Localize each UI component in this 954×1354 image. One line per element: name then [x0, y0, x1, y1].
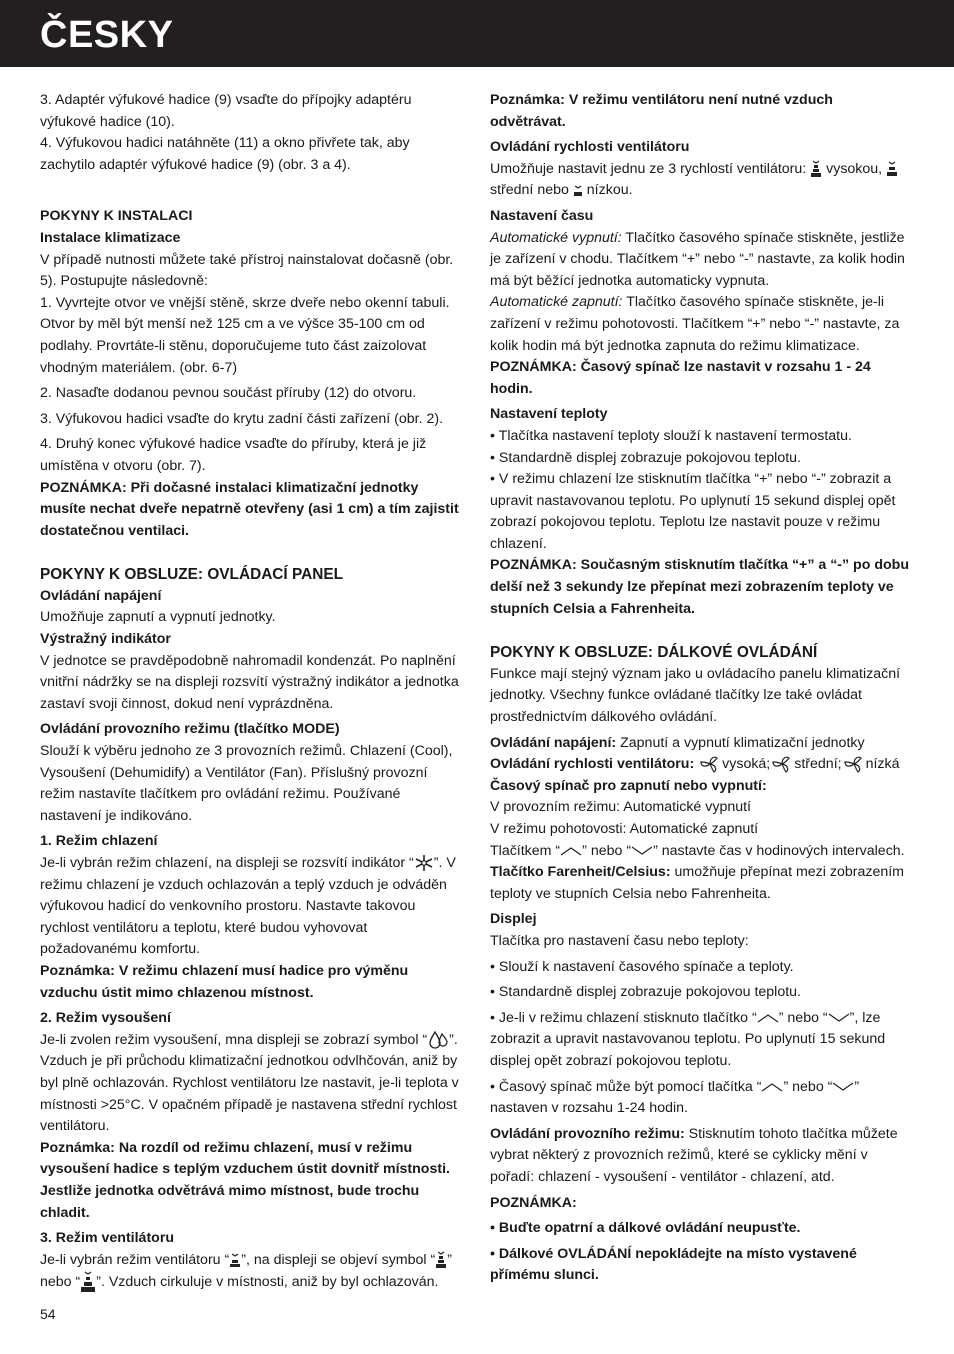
remote-mode: Ovládání provozního režimu: Stisknutím tohoto tlačítka můžete vybrat některý z provozních režimů, které se cyklicky mění v pořadí: chlazení - vysoušení - ventilátor - chlazení, atd.: [490, 1125, 898, 1185]
remote-timer-2: V režimu pohotovosti: Automatické zapnutí: [490, 821, 759, 837]
page-title: ČESKY: [40, 14, 174, 56]
fan-high-icon: [810, 160, 822, 178]
fan-speed-title: Ovládání rychlosti ventilátoru: [490, 139, 690, 156]
display-item-2: • Standardně displej zobrazuje pokojovou teplotu.: [490, 984, 801, 1001]
remote-intro: Funkce mají stejný význam jako u ovládacího panelu klimatizační jednotky. Všechny funkce ovládané tlačítky lze také ovládat prostřednictvím dálkového ovládání.: [490, 665, 901, 726]
fan-mode-note: Poznámka: V režimu ventilátoru není nutné vzduch odvětrávat.: [490, 92, 833, 130]
right-column: [490, 90, 910, 1287]
water-drop-icon: [427, 1030, 449, 1050]
remote-timer-title: Časový spínač pro zapnutí nebo vypnutí:: [490, 777, 767, 794]
chevron-down-icon: [828, 1013, 850, 1023]
fan-high-icon: [698, 754, 722, 774]
cool-mode-text: Je-li vybrán režim chlazení, na displeji se rozsvítí indikátor “ ”. V režimu chlazení je vzduch ochlazován a teplý vzduch je odváděn výfukovou hadicí do venkovního prostoru. Nastavte takovou rychlost ventilátoru a teplotu, které budou vyhovovat požadovanému komfortu.: [40, 855, 456, 958]
display-item-4: • Časový spínač může být pomocí tlačítka “ ” nebo “ ” nastaven v rozsahu 1-24 hodin.: [490, 1078, 860, 1117]
final-note-title: POZNÁMKA:: [490, 1194, 577, 1211]
left-column: [40, 90, 460, 1294]
install-step-1: 1. Vyvrtejte otvor ve vnější stěně, skrze dveře nebo okenní tabuli. Otvor by měl být menší než 125 cm a ve výšce 35-100 cm od podlahy. Provrtáte-li stěnu, doporučujeme tuto část zaizolovat vhodným materiálem. (obr. 6-7): [40, 294, 450, 376]
install-step-3: 3. Výfukovou hadici vsaďte do krytu zadní části zařízení (obr. 2).: [40, 410, 444, 427]
temperature-title: Nastavení teploty: [490, 406, 608, 423]
intro-step-3: 3. Adaptér výfukové hadice (9) vsaďte do přípojky adaptéru výfukové hadice (10).: [40, 92, 412, 130]
page-number: 54: [40, 1306, 56, 1322]
chevron-down-icon: [631, 846, 653, 856]
auto-off-text: Automatické vypnutí: Tlačítko časového spínače stiskněte, jestliže je zařízení v chodu. Tlačítkem “+” nebo “-” nastavte, za kolik hodin má být běžící jednotka automaticky vypnuta.: [490, 229, 905, 289]
dry-mode-title: 2. Režim vysoušení: [40, 1010, 171, 1027]
remote-power: Ovládání napájení: Zapnutí a vypnutí klimatizační jednotky: [490, 734, 865, 751]
install-heading: POKYNY K INSTALACI: [40, 208, 193, 225]
remote-heading: POKYNY K OBSLUZE: DÁLKOVÉ OVLÁDÁNÍ: [490, 644, 818, 662]
auto-on-text: Automatické zapnutí: Tlačítko časového spínače stiskněte, je-li zařízení v režimu pohotovosti. Tlačítkem “+” nebo “-” nastavte, za kolik hodin má být jednotka zapnuta do režimu klimatizace.: [490, 294, 900, 354]
final-note-1: • Buďte opatrní a dálkové ovládání neupusťte.: [490, 1220, 801, 1237]
remote-fan-speed: Ovládání rychlosti ventilátoru: vysoká; střední; nízká: [490, 754, 910, 776]
control-panel-heading: POKYNY K OBSLUZE: OVLÁDACÍ PANEL: [40, 566, 343, 584]
cool-mode-title: 1. Režim chlazení: [40, 833, 158, 850]
fan-low-icon: [229, 1253, 241, 1267]
mode-control-text: Slouží k výběru jednoho ze 3 provozních režimů. Chlazení (Cool), Vysoušení (Dehumidify) a Ventilátor (Fan). Příslušný provozní režim nastavíte tlačítkem pro ovládání režimu. Používané nastavení je indikováno.: [40, 743, 453, 824]
fan-mode-text: Je-li vybrán režim ventilátoru “ ”, na displeji se objeví symbol “ ” nebo “ ”. Vzduch cirkuluje v místnosti, aniž by byl ochlazován.: [40, 1250, 460, 1294]
install-step-2: 2. Nasaďte dodanou pevnou součást příruby (12) do otvoru.: [40, 385, 417, 402]
time-setting-title: Nastavení času: [490, 207, 594, 224]
display-item-1: • Slouží k nastavení časového spínače a teploty.: [490, 958, 794, 975]
fan-medium-icon: [886, 161, 898, 177]
dry-mode-note: Poznámka: Na rozdíl od režimu chlazení, musí v režimu vysoušení hadice s teplým vzduchem ústit dovnitř místnosti. Jestliže jednotka odvětrává mimo místnost, bude trochu chladit.: [40, 1139, 450, 1221]
install-step-4: 4. Druhý konec výfukové hadice vsaďte do příruby, která je již umístěna v otvoru (obr. 7).: [40, 436, 427, 474]
intro-step-4: 4. Výfukovou hadici natáhněte (11) a okno přivřete tak, aby zachytilo adaptér výfukové hadice (9) (obr. 3 a 4).: [40, 135, 410, 173]
warning-indicator-text: V jednotce se pravděpodobně nahromadil kondenzát. Po naplnění vnitřní nádržky se na displeji rozsvítí výstražný indikátor a jednotka zastaví svoji činnost, dokud není vyprázdněna.: [40, 652, 459, 712]
power-control-text: Umožňuje zapnutí a vypnutí jednotky.: [40, 609, 276, 626]
display-title: Displej: [490, 911, 537, 928]
chevron-down-icon: [832, 1082, 854, 1092]
chevron-up-icon: [757, 1013, 779, 1023]
fan-speed-text: Umožňuje nastavit jednu ze 3 rychlostí ventilátoru: vysokou, střední nebo nízkou.: [490, 159, 910, 202]
display-intro: Tlačítka pro nastavení času nebo teploty:: [490, 932, 749, 949]
fan-high-icon: [435, 1251, 447, 1269]
dry-mode-text: Je-li zvolen režim vysoušení, mna displeji se zobrazí symbol “ ”. Vzduch je při průchodu klimatizační jednotkou odvlhčován, aniž by byl plně ochlazován. Rychlost ventilátoru lze nastavit, je-li teplota v místnosti >25°C. V opačném případě je nastavena střední rychlost ventilátoru.: [40, 1031, 459, 1135]
install-subheading: Instalace klimatizace: [40, 229, 181, 246]
display-item-3: • Je-li v režimu chlazení stisknuto tlačítko “ ” nebo “ ”, lze zobrazit a upravit nastavovanou teplotu. Po uplynutí 15 sekund displej opět zobrazí pokojovou teplotu.: [490, 1009, 886, 1069]
chevron-up-icon: [560, 846, 582, 856]
temperature-note: POZNÁMKA: Současným stisknutím tlačítka “+” a “-” po dobu delší než 3 sekundy lze přepínat mezi zobrazením teploty ve stupních Celsia a Fahrenheita.: [490, 557, 909, 617]
chevron-up-icon: [761, 1082, 783, 1092]
cool-mode-note: Poznámka: V režimu chlazení musí hadice pro výměnu vzduchu ústit mimo chlazenou místnost.: [40, 962, 409, 1001]
install-note: POZNÁMKA: Při dočasné instalaci klimatizační jednotky musíte nechat dveře nepatrně otevřeny (asi 1 cm) a tím zajistit dostatečnou ventilaci.: [40, 479, 459, 539]
final-note-2: • Dálkové OVLÁDÁNÍ nepokládejte na místo vystavené přímému slunci.: [490, 1245, 857, 1284]
page-header: [0, 0, 954, 67]
snowflake-icon: [414, 854, 434, 872]
temperature-item-2: • Standardně displej zobrazuje pokojovou teplotu.: [490, 449, 801, 466]
fan-speed-icon: [80, 1271, 96, 1293]
remote-timer-1: V provozním režimu: Automatické vypnutí: [490, 799, 751, 816]
timer-note: POZNÁMKA: Časový spínač lze nastavit v rozsahu 1 - 24 hodin.: [490, 359, 871, 397]
temperature-item-3: • V režimu chlazení lze stisknutím tlačítka “+” nebo “-” zobrazit a upravit nastavovanou teplotu. Po uplynutí 15 sekund displej opět zobrazí pokojovou teplotu. Teplotu lze nastavit pouze v režimu chlazení.: [490, 471, 896, 552]
power-control-title: Ovládání napájení: [40, 587, 162, 604]
mode-control-title: Ovládání provozního režimu (tlačítko MODE): [40, 721, 340, 738]
remote-cf: Tlačítko Farenheit/Celsius: umožňuje přepínat mezi zobrazením teploty ve stupních Celsia nebo Fahrenheita.: [490, 864, 904, 902]
warning-indicator-title: Výstražný indikátor: [40, 631, 171, 648]
fan-low-icon: [573, 185, 583, 197]
fan-medium-icon: [770, 754, 794, 774]
remote-timer-3: Tlačítkem “ ” nebo “ ” nastavte čas v hodinových intervalech.: [490, 842, 905, 859]
fan-mode-title: 3. Režim ventilátoru: [40, 1230, 175, 1247]
install-paragraph: V případě nutnosti můžete také přístroj nainstalovat dočasně (obr. 5). Postupujte následovně:: [40, 251, 454, 290]
fan-low-icon: [842, 754, 866, 774]
temperature-item-1: • Tlačítka nastavení teploty slouží k nastavení termostatu.: [490, 427, 852, 444]
